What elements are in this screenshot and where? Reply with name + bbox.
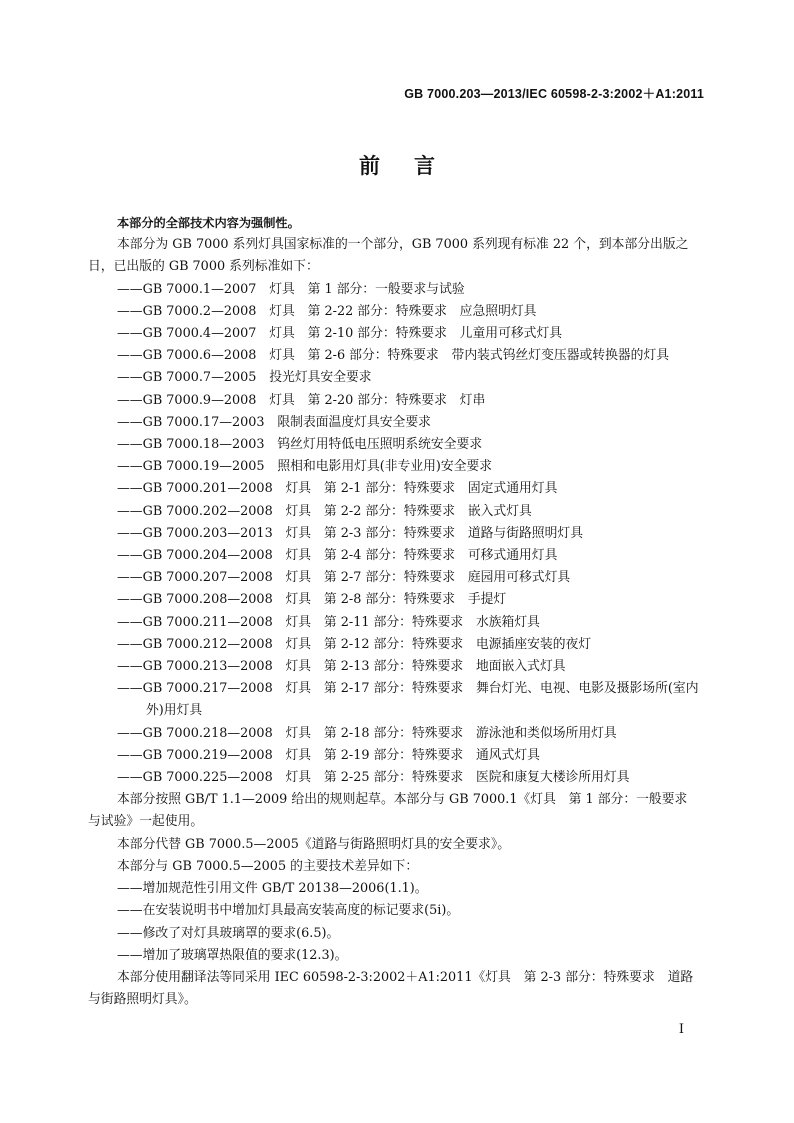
list-item: ——GB 7000.18—2003 钨丝灯用特低电压照明系统安全要求 — [117, 437, 483, 453]
list-item: ——GB 7000.207—2008 灯具 第 2-7 部分：特殊要求 庭园用可移式灯具 — [117, 570, 571, 586]
list-item: ——GB 7000.213—2008 灯具 第 2-13 部分：特殊要求 地面嵌入式灯具 — [117, 659, 566, 675]
intro-line-2: 日，已出版的 GB 7000 系列标准如下： — [88, 259, 319, 275]
drafting-line-1: 本部分按照 GB/T 1.1—2009 给出的规则起草。本部分与 GB 7000.1《灯具 第 1 部分：一般要求 — [117, 792, 688, 808]
list-item: ——GB 7000.208—2008 灯具 第 2-8 部分：特殊要求 手提灯 — [117, 592, 507, 608]
intro-line-1: 本部分为 GB 7000 系列灯具国家标准的一个部分，GB 7000 系列现有标准 22 个，到本部分出版之 — [117, 237, 689, 253]
list-item: ——GB 7000.6—2008 灯具 第 2-6 部分：特殊要求 带内装式钨丝灯变压器或转换器的灯具 — [117, 348, 670, 364]
list-item: ——GB 7000.212—2008 灯具 第 2-12 部分：特殊要求 电源插座安装的夜灯 — [117, 636, 592, 652]
replaces-statement: 本部分代替 GB 7000.5—2005《道路与街路照明灯具的安全要求》。 — [117, 836, 511, 852]
preface-body — [88, 212, 707, 1011]
drafting-line-2: 与试验》一起使用。 — [88, 814, 204, 830]
differences-intro: 本部分与 GB 7000.5—2005 的主要技术差异如下： — [117, 858, 419, 874]
standards-list — [117, 279, 707, 790]
list-item: ——GB 7000.211—2008 灯具 第 2-11 部分：特殊要求 水族箱灯具 — [117, 614, 540, 630]
list-item: ——GB 7000.1—2007 灯具 第 1 部分：一般要求与试验 — [117, 281, 465, 297]
translation-paragraph — [88, 967, 707, 1011]
list-item: ——增加了玻璃罩热限值的要求(12.3)。 — [117, 947, 348, 963]
list-item: ——GB 7000.201—2008 灯具 第 2-1 部分：特殊要求 固定式通用灯具 — [117, 481, 558, 497]
list-item: ——GB 7000.202—2008 灯具 第 2-2 部分：特殊要求 嵌入式灯具 — [117, 503, 532, 519]
mandatory-statement: 本部分的全部技术内容为强制性。 — [117, 216, 300, 230]
differences-list — [117, 878, 707, 967]
intro-paragraph — [88, 234, 707, 278]
list-item: ——GB 7000.218—2008 灯具 第 2-18 部分：特殊要求 游泳池和类似场所用灯具 — [117, 725, 617, 741]
list-item: ——GB 7000.217—2008 灯具 第 2-17 部分：特殊要求 舞台灯光、电视、电影及摄影场所(室内 — [117, 681, 699, 697]
list-item: ——GB 7000.203—2013 灯具 第 2-3 部分：特殊要求 道路与街路照明灯具 — [117, 525, 583, 541]
standard-code-header: GB 7000.203—2013/IEC 60598-2-3:2002＋A1:2011 — [404, 87, 704, 101]
list-item-continuation: 外)用灯具 — [146, 703, 203, 719]
list-item: ——在安装说明书中增加灯具最高安装高度的标记要求(5i)。 — [117, 903, 460, 919]
list-item: ——GB 7000.19—2005 照相和电影用灯具(非专业用)安全要求 — [117, 459, 493, 475]
translation-line-1: 本部分使用翻译法等同采用 IEC 60598-2-3:2002＋A1:2011《灯具 第 2-3 部分：特殊要求 道路 — [117, 969, 694, 985]
list-item: ——GB 7000.7—2005 投光灯具安全要求 — [117, 370, 372, 386]
list-item: ——GB 7000.225—2008 灯具 第 2-25 部分：特殊要求 医院和康复大楼诊所用灯具 — [117, 770, 630, 786]
list-item: ——GB 7000.2—2008 灯具 第 2-22 部分：特殊要求 应急照明灯具 — [117, 303, 537, 319]
list-item: ——GB 7000.4—2007 灯具 第 2-10 部分：特殊要求 儿童用可移式灯具 — [117, 326, 563, 342]
drafting-paragraph — [88, 789, 707, 833]
list-item: ——修改了对灯具玻璃罩的要求(6.5)。 — [117, 925, 340, 941]
list-item: ——GB 7000.219—2008 灯具 第 2-19 部分：特殊要求 通风式灯具 — [117, 747, 540, 763]
list-item: ——GB 7000.17—2003 限制表面温度灯具安全要求 — [117, 414, 431, 430]
translation-line-2: 与街路照明灯具》。 — [88, 992, 197, 1008]
list-item: ——GB 7000.204—2008 灯具 第 2-4 部分：特殊要求 可移式通用灯具 — [117, 548, 558, 564]
list-item: ——增加规范性引用文件 GB/T 20138—2006(1.1)。 — [117, 881, 428, 897]
list-item: ——GB 7000.9—2008 灯具 第 2-20 部分：特殊要求 灯串 — [117, 392, 486, 408]
page-title: 前言 — [359, 153, 469, 178]
page-number: I — [678, 1022, 684, 1037]
